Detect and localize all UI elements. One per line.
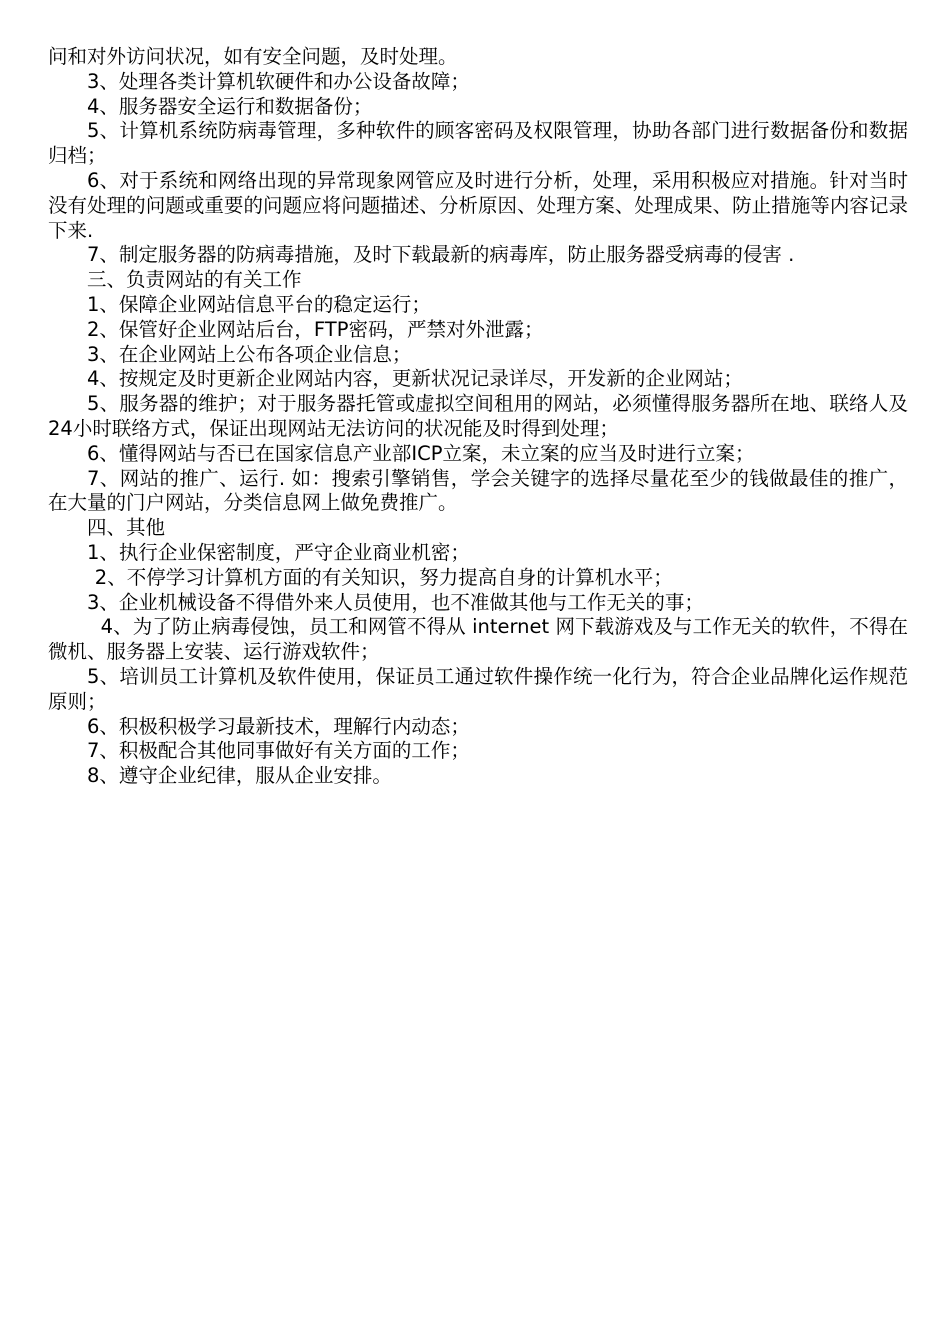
paragraph-other-item-6: 6、积极积极学习最新技术，理解行内动态； <box>87 714 470 738</box>
paragraph-web-item-5: 5、服务器的维护；对于服务器托管或虚拟空间租用的网站，必须懂得服务器所在地、联络人及24小时联络方式，保证出现网站无法访问的状况能及时得到处理； <box>48 392 908 440</box>
paragraph-other-item-7: 7、积极配合其他同事做好有关方面的工作； <box>87 739 470 763</box>
paragraph-web-item-7: 7、网站的推广、运行. 如：搜索引擎销售，学会关键字的选择尽量花至少的钱做最佳的推广，在大量的门户网站，分类信息网上做免费推广。 <box>48 466 908 515</box>
paragraph-item-6-network-anomaly: 6、对于系统和网络出现的异常现象网管应及时进行分析，处理，采用积极应对措施。针对当时没有处理的问题或重要的问题应将问题描述、分析原因、处理方案、处理成果、防止措施等内容记录下来. <box>48 168 908 242</box>
document-page <box>48 45 908 789</box>
paragraph-other-item-4: 4、为了防止病毒侵蚀，员工和网管不得从 internet 网下载游戏及与工作无关的软件，不得在微机、服务器上安装、运行游戏软件； <box>48 615 908 664</box>
paragraph-web-item-4: 4、按规定及时更新企业网站内容，更新状况记录详尽，开发新的企业网站； <box>87 367 743 391</box>
paragraph-item-5-antivirus: 5、计算机系统防病毒管理，多种软件的顾客密码及权限管理，协助各部门进行数据备份和数据归档； <box>48 119 908 168</box>
section-heading-website: 三、负责网站的有关工作 <box>87 268 302 292</box>
paragraph-item-7-server-antivirus: 7、制定服务器的防病毒措施，及时下载最新的病毒库，防止服务器受病毒的侵害 . <box>87 243 795 267</box>
paragraph-other-item-3: 3、企业机械设备不得借外来人员使用，也不准做其他与工作无关的事； <box>87 590 704 614</box>
paragraph-item-4-server-backup: 4、服务器安全运行和数据备份； <box>87 94 373 118</box>
paragraph-other-item-5: 5、培训员工计算机及软件使用，保证员工通过软件操作统一化行为，符合企业品牌化运作规范原则； <box>48 664 908 713</box>
paragraph-other-item-1: 1、执行企业保密制度，严守企业商业机密； <box>87 540 470 564</box>
paragraph-item-3-hardware: 3、处理各类计算机软硬件和办公设备故障； <box>87 69 470 93</box>
paragraph-web-item-2: 2、保管好企业网站后台，FTP密码，严禁对外泄露； <box>87 317 544 341</box>
paragraph-web-item-3: 3、在企业网站上公布各项企业信息； <box>87 342 412 366</box>
paragraph-other-item-2: 2、不停学习计算机方面的有关知识，努力提高自身的计算机水平； <box>94 565 673 589</box>
paragraph-other-item-8: 8、遵守企业纪律，服从企业安排。 <box>87 764 392 788</box>
section-heading-other: 四、其他 <box>87 516 166 540</box>
paragraph-web-item-6: 6、懂得网站与否已在国家信息产业部ICP立案，未立案的应当及时进行立案； <box>87 441 755 465</box>
paragraph-web-item-1: 1、保障企业网站信息平台的稳定运行； <box>87 292 431 316</box>
paragraph-continuation: 问和对外访问状况，如有安全问题，及时处理。 <box>48 45 458 68</box>
